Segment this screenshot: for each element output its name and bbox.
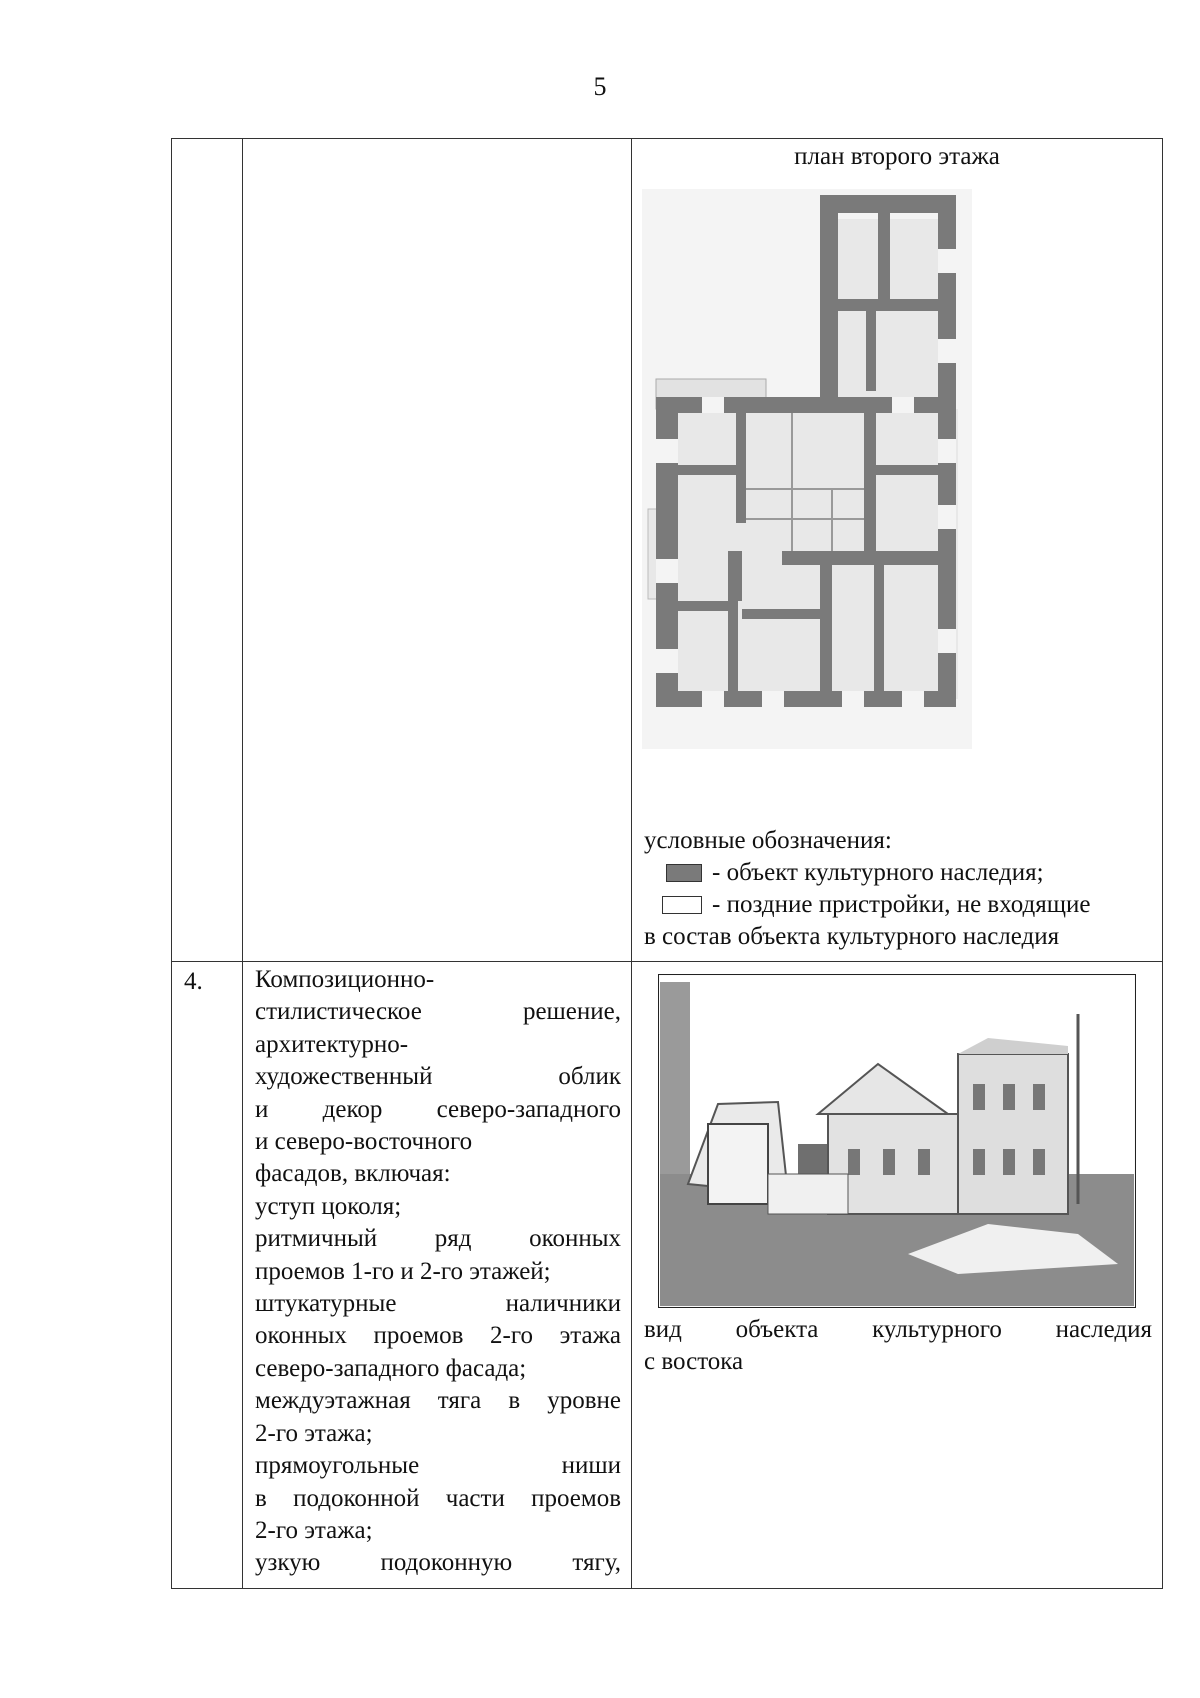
description-line: и северо-восточного <box>255 1128 473 1156</box>
description-line: междуэтажная тяга в уровне <box>255 1387 621 1415</box>
description-line: Композиционно- <box>255 966 435 993</box>
description-line: узкую подоконную тягу, <box>255 1549 621 1577</box>
image-cell <box>632 139 1163 962</box>
description-line: 2-го этажа; <box>255 1516 373 1544</box>
description-line: художественный облик <box>255 1063 621 1091</box>
legend-item-later <box>644 889 1154 921</box>
description-line: уступ цоколя; <box>255 1192 402 1220</box>
photo-caption-line: вид объекта культурного наследия <box>644 1316 1152 1343</box>
photo-caption-line: с востока <box>644 1348 744 1375</box>
row-number-cell <box>172 139 243 962</box>
description-line: и декор северо-западного <box>255 1095 621 1123</box>
image-cell <box>632 962 1163 1589</box>
description-line: северо-западного фасада; <box>255 1354 527 1382</box>
description-cell <box>243 139 632 962</box>
building-photo <box>658 974 1136 1308</box>
description-line: ритмичный ряд оконных <box>255 1225 621 1253</box>
row-number: 4. <box>172 962 243 1589</box>
legend-label-continued: в состав объекта культурного наследия <box>644 923 1060 950</box>
legend-label: - объект культурного наследия; <box>712 859 1044 886</box>
description-line: 2-го этажа; <box>255 1419 373 1447</box>
description-line: фасадов, включая: <box>255 1160 451 1188</box>
description-line: архитектурно- <box>255 1030 409 1058</box>
description-line: штукатурные наличники <box>255 1290 621 1318</box>
description-line: прямоугольные ниши <box>255 1452 621 1480</box>
description-text <box>243 962 631 1580</box>
legend-label: - поздние пристройки, не входящие <box>712 891 1091 918</box>
description-line: проемов 1-го и 2-го этажей; <box>255 1257 551 1285</box>
later-additions-swatch-icon <box>662 896 702 914</box>
heritage-table <box>171 138 1163 1589</box>
heritage-swatch-icon <box>666 864 702 882</box>
legend <box>644 825 1154 953</box>
page-number: 5 <box>593 72 607 101</box>
description-line: оконных проемов 2-го этажа <box>255 1322 621 1350</box>
table-row <box>172 962 1163 1589</box>
photo-caption <box>644 1314 1152 1378</box>
table-row <box>172 139 1163 962</box>
legend-item-heritage <box>644 857 1154 889</box>
description-cell <box>243 962 632 1589</box>
legend-heading: условные обозначения: <box>644 827 892 854</box>
description-line: в подоконной части проемов <box>255 1484 621 1512</box>
floor-plan-drawing <box>642 189 972 749</box>
description-line: стилистическое решение, <box>255 998 621 1026</box>
floor-plan-title: план второго этажа <box>794 143 1000 170</box>
